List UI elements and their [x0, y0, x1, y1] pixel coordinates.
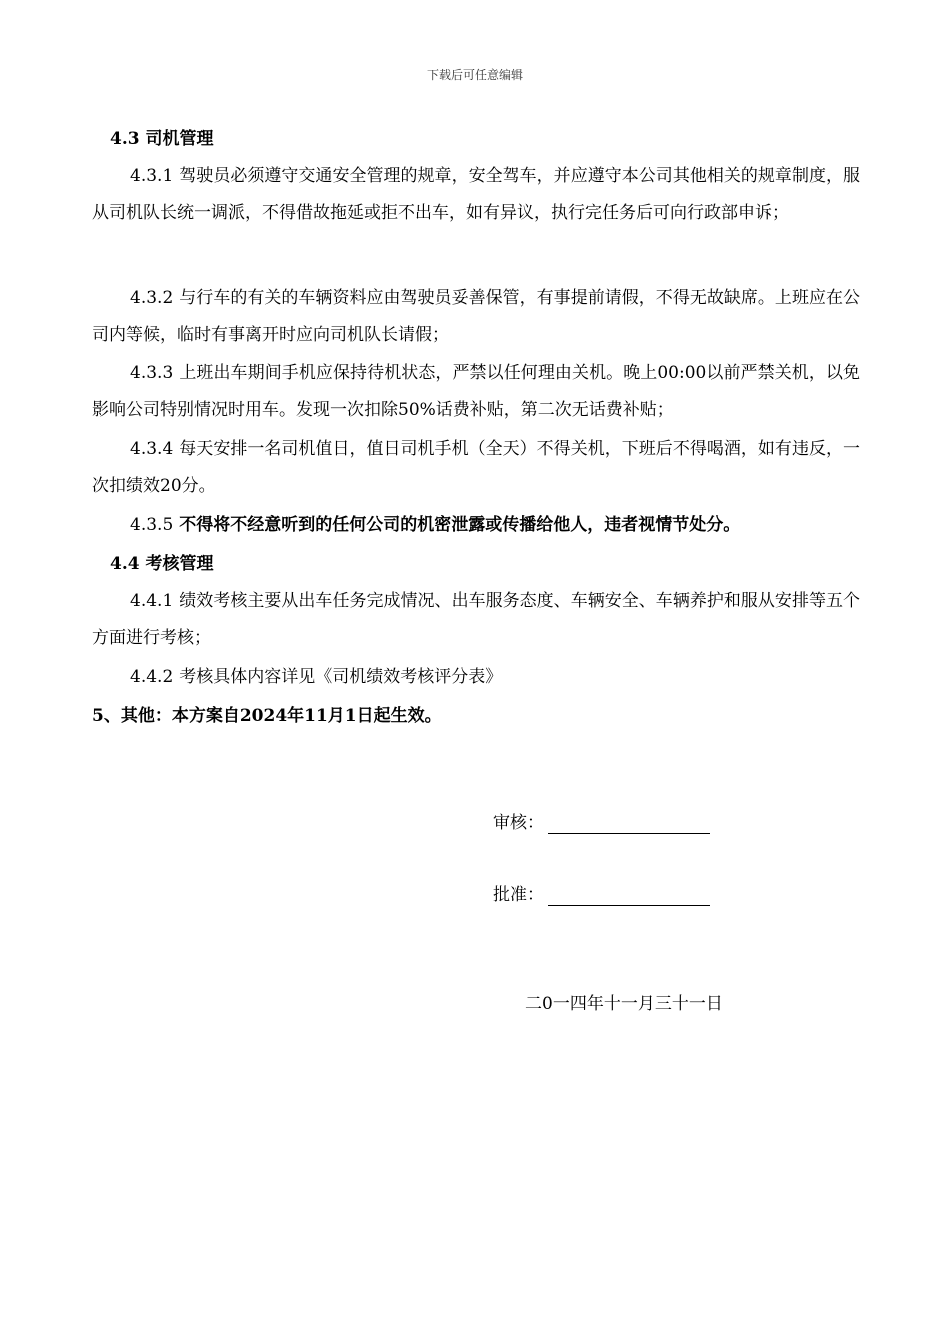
clause-number: 4.4.1 — [130, 591, 174, 611]
approve-signature-row — [493, 884, 710, 906]
section-4-4-title: 4.4 考核管理 — [110, 554, 214, 574]
clause-text: 不得将不经意听到的任何公司的机密泄露或传播给他人，违者视情节处分。 — [179, 515, 741, 535]
review-label: 审核： — [493, 813, 544, 833]
clause-4-3-2 — [92, 280, 860, 354]
document-date: 二0一四年十一月三十一日 — [525, 994, 723, 1014]
approve-signature-line — [548, 885, 710, 906]
clause-text: 与行车的有关的车辆资料应由驾驶员妥善保管，有事提前请假，不得无故缺席。上班应在公司内等候，临时有事离开时应向司机队长请假； — [92, 288, 860, 345]
clause-4-4-2 — [92, 659, 860, 696]
clause-4-3-5 — [92, 507, 860, 544]
clause-text: 每天安排一名司机值日，值日司机手机（全天）不得关机，下班后不得喝酒，如有违反，一次扣绩效20分。 — [92, 439, 860, 496]
section-4-3-title: 4.3 司机管理 — [110, 129, 214, 149]
clause-number: 4.3.5 — [130, 515, 174, 535]
clause-number: 4.3.1 — [130, 166, 174, 186]
clause-text: 驾驶员必须遵守交通安全管理的规章，安全驾车，并应遵守本公司其他相关的规章制度，服从司机队长统一调派，不得借故拖延或拒不出车，如有异议，执行完任务后可向行政部申诉； — [92, 166, 860, 223]
clause-number: 4.3.4 — [130, 439, 174, 459]
clause-4-4-1 — [92, 583, 860, 657]
clause-number: 4.4.2 — [130, 667, 174, 687]
clause-text: 考核具体内容详见《司机绩效考核评分表》 — [179, 667, 503, 687]
clause-4-3-3 — [92, 355, 860, 429]
review-signature-line — [548, 813, 710, 834]
clause-4-3-4 — [92, 431, 860, 505]
review-signature-row — [493, 812, 710, 834]
clause-text: 绩效考核主要从出车任务完成情况、出车服务态度、车辆安全、车辆养护和服从安排等五个方面进行考核； — [92, 591, 860, 648]
clause-4-3-1 — [92, 158, 860, 232]
approve-label: 批准： — [493, 885, 544, 905]
clause-text: 上班出车期间手机应保持待机状态，严禁以任何理由关机。晚上00:00以前严禁关机，以免影响公司特别情况时用车。发现一次扣除50%话费补贴，第二次无话费补贴； — [92, 363, 860, 420]
clause-number: 4.3.3 — [130, 363, 174, 383]
section-5-text: 5、其他：本方案自2024年11月1日起生效。 — [92, 706, 442, 726]
page-header: 下载后可任意编辑 — [426, 68, 523, 82]
clause-number: 4.3.2 — [130, 288, 174, 308]
